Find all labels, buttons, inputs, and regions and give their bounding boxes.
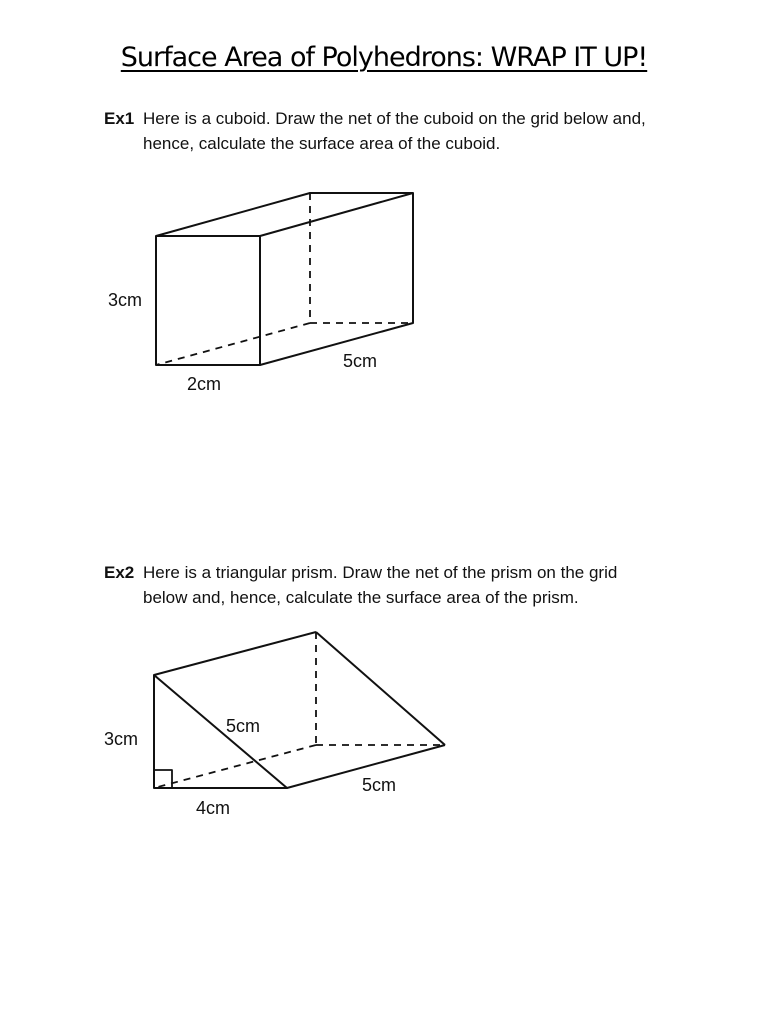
cuboid-front-face (156, 236, 260, 365)
cuboid-width-label: 2cm (187, 374, 222, 394)
exercise-1-prompt (104, 106, 694, 156)
prism-front-triangle (154, 675, 287, 788)
prism-top-edge (154, 632, 316, 675)
triangular-prism-diagram (0, 620, 768, 820)
exercise-2-text-line-2: below and, hence, calculate the surface area of the prism. (143, 588, 579, 607)
cuboid-right-edge (260, 193, 413, 365)
cuboid-height-label: 3cm (108, 290, 143, 310)
prism-hypotenuse-label: 5cm (226, 716, 261, 736)
cuboid-hidden-depth-edge (156, 323, 310, 365)
exercise-2-prompt (104, 560, 694, 610)
prism-hidden-depth-edge (154, 745, 316, 788)
cuboid-top-edge (156, 193, 413, 236)
prism-length-label: 5cm (362, 775, 397, 795)
exercise-2-text-line-1: Here is a triangular prism. Draw the net of the prism on the grid (143, 563, 618, 582)
prism-base-label: 4cm (196, 798, 231, 818)
exercise-2-label: Ex2 (104, 563, 135, 582)
prism-back-hypotenuse (316, 632, 445, 745)
cuboid-length-label: 5cm (343, 351, 378, 371)
cuboid-diagram (0, 180, 768, 400)
exercise-1-text-line-2: hence, calculate the surface area of the cuboid. (143, 134, 501, 153)
exercise-1-label: Ex1 (104, 109, 135, 128)
worksheet-title: Surface Area of Polyhedrons: WRAP IT UP! (120, 42, 648, 73)
prism-height-label: 3cm (104, 729, 139, 749)
exercise-1-text-line-1: Here is a cuboid. Draw the net of the cuboid on the grid below and, (143, 109, 646, 128)
